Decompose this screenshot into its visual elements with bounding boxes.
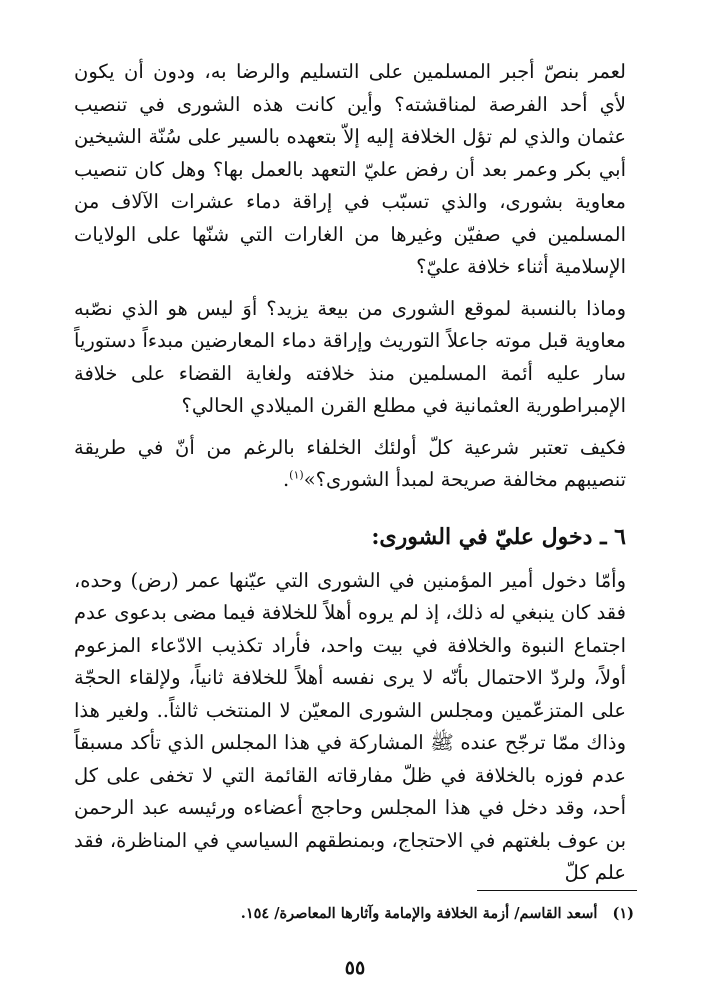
footnote	[82, 902, 634, 926]
page-body	[74, 56, 626, 890]
page-number: ٥٥	[344, 957, 366, 979]
quote-text: فكيف تعتبر شرعية كلّ أولئك الخلفاء بالرغم من أنّ في طريقة تنصيبهم مخالفة صريحة لمبدأ الشورى؟»	[74, 435, 626, 491]
footnote-text: أسعد القاسم/ أزمة الخلافة والإمامة وآثارها المعاصرة/ ١٥٤.	[240, 905, 598, 922]
section-heading: ٦ ـ دخول عليّ في الشورى:	[371, 523, 626, 550]
body-paragraph-3: فكيف تعتبر شرعية كلّ أولئك الخلفاء بالرغم من أنّ في طريقة تنصيبهم مخالفة صريحة لمبدأ الشورى؟»$^{(١)}$.	[74, 435, 626, 491]
body-paragraph-4: وأمّا دخول أمير المؤمنين في الشورى التي عيّنها عمر (رض) وحده، فقد كان ينبغي له ذلك، إذ لم يروه أهلاً للخلافة فيما مضى بدعوى عدم اجتماع النبوة والخلافة في بيت واحد، فأراد تكذيب الادّعاء المزعوم أولاً، ولردّ الاحتمال بأنّه لا يرى نفسه أهلاً للخلافة ثانياً، ولإلقاء الحجّة على المتزعّمين ومجلس الشورى المعيّن لا المنتخب ثالثاً.. ولغير هذا وذاك ممّا ترجّح عنده ﷺ المشاركة في هذا المجلس الذي تأكد مسبقاً عدم فوزه بالخلافة في ظلّ مفارقاته القائمة التي لا تخفى على كل أحد، وقد دخل في هذا المجلس وحاجج أعضاءه ورئيسه عبد الرحمن بن عوف بلغتهم في الاحتجاج، وبمنطقهم السياسي في المناظرة، فقد علم كلّ	[74, 568, 626, 884]
body-paragraph-2: وماذا بالنسبة لموقع الشورى من بيعة يزيد؟ أوَ ليس هو الذي نصّبه معاوية قبل موته جاعلاً التوريث وإراقة دماء المعارضين مبدءاً دستورياً سار عليه أئمة المسلمين منذ خلافته ولغاية القضاء على خلافة الإمبراطورية العثمانية في مطلع القرن الميلادي الحالي؟	[74, 296, 626, 417]
footnote-reference[interactable]: (١)	[289, 468, 304, 482]
footnote-number: (١)	[612, 905, 634, 922]
body-paragraph-1: لعمر بنصّ أجبر المسلمين على التسليم والرضا به، ودون أن يكون لأي أحد الفرصة لمناقشته؟ وأين كانت هذه الشورى في تنصيب عثمان والذي لم تؤل الخلافة إليه إلاّ بتعهده بالسير على سُنّة الشيخين أبي بكر وعمر بعد أن رفض عليّ التعهد بالعمل بها؟ وهل كان تنصيب معاوية بشورى، والذي تسبّب في إراقة دماء عشرات الآلاف من المسلمين في صفيّن وغيرها من الغارات التي شنّها على الولايات الإسلامية أثناء خلافة عليّ؟	[74, 60, 626, 278]
footnote-divider	[477, 890, 637, 891]
